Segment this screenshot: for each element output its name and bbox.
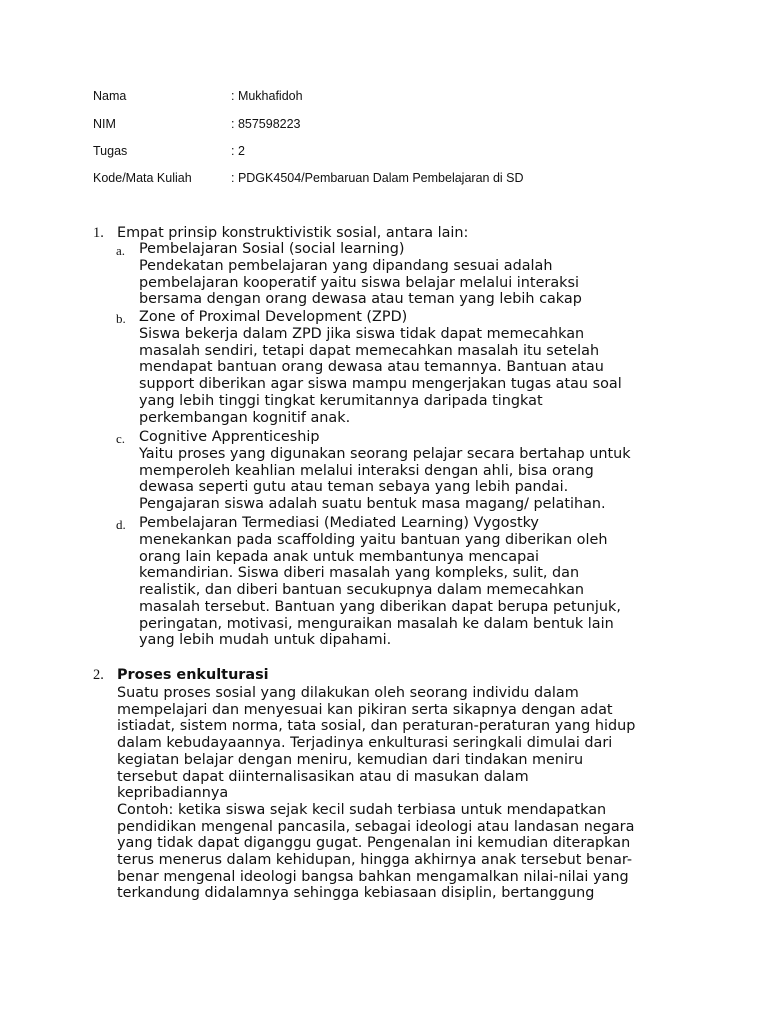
- section-number: 2.: [93, 667, 104, 683]
- text-line: yang tidak dapat diganggu gugat. Pengenalan ini kemudian diterapkan: [117, 835, 631, 852]
- text-line: kepribadiannya: [117, 785, 229, 802]
- item-letter: a.: [116, 243, 126, 258]
- item-title: Cognitive Apprenticeship: [139, 429, 320, 445]
- item-title: Zone of Proximal Development (ZPD): [139, 309, 408, 325]
- header-value: : 857598223: [231, 117, 301, 131]
- text-line: bersama dengan orang dewasa atau teman yang lebih cakap: [139, 291, 582, 308]
- text-line: Suatu proses sosial yang dilakukan oleh seorang individu dalam: [117, 685, 579, 701]
- text-line: mendapat bantuan orang dewasa atau temannya. Bantuan atau: [139, 359, 604, 376]
- text-line: terkandung didalamnya sehingga kebiasaan disiplin, bertanggung: [117, 885, 595, 902]
- item-body-c: [139, 446, 631, 513]
- text-line: yang lebih tinggi tingkat kerumitannya daripada tingkat: [139, 392, 543, 409]
- header-label: Kode/Mata Kuliah: [93, 171, 192, 185]
- text-line: terus menerus dalam kehidupan, hingga akhirnya anak tersebut benar-: [117, 852, 633, 869]
- text-line: Yaitu proses yang digunakan seorang pelajar secara bertahap untuk: [139, 446, 631, 462]
- text-line: peringatan, motivasi, menguraikan masalah ke dalam bentuk lain: [139, 615, 614, 632]
- text-line: mempelajari dan menyesuai kan pikiran serta sikapnya dengan adat: [117, 701, 613, 718]
- section-title: Proses enkulturasi: [117, 667, 269, 683]
- text-line: pembelajaran kooperatif yaitu siswa belajar melalui interaksi: [139, 274, 579, 291]
- header-value: : PDGK4504/Pembaruan Dalam Pembelajaran di SD: [231, 171, 524, 185]
- text-line: Contoh: ketika siswa sejak kecil sudah terbiasa untuk mendapatkan: [117, 801, 607, 818]
- item-body-b: [139, 326, 622, 426]
- text-line: support diberikan agar siswa mampu mengerjakan tugas atau soal: [139, 376, 622, 393]
- text-line: masalah tersebut. Bantuan yang diberikan dapat berupa petunjuk,: [139, 598, 621, 615]
- text-line: Pengajaran siswa adalah suatu bentuk masa magang/ pelatihan.: [139, 496, 606, 513]
- text-line: benar mengenal ideologi bangsa bahkan mengamalkan nilai-nilai yang: [117, 868, 629, 885]
- item-letter: d.: [116, 517, 126, 532]
- text-line: perkembangan kognitif anak.: [139, 409, 351, 426]
- item-letter: b.: [116, 311, 126, 326]
- item-title: Pembelajaran Sosial (social learning): [139, 241, 405, 257]
- item-letter: c.: [116, 431, 126, 446]
- text-line: kegiatan belajar dengan meniru, kemudian dari tindakan meniru: [117, 751, 584, 768]
- text-line: Pendekatan pembelajaran yang dipandang sesuai adalah: [139, 258, 553, 274]
- section-number: 1.: [93, 225, 104, 241]
- item-title: Pembelajaran Termediasi (Mediated Learning) Vygostky: [139, 515, 539, 531]
- section-title: Empat prinsip konstruktivistik sosial, antara lain:: [117, 225, 469, 241]
- item-body-d: [139, 532, 621, 649]
- text-line: realistik, dan diberi bantuan secukupnya dalam memecahkan: [139, 582, 585, 599]
- text-line: memperoleh keahlian melalui interaksi dengan ahli, bisa orang: [139, 462, 594, 479]
- header-label: Nama: [93, 89, 127, 103]
- text-line: dalam kebudayaannya. Terjadinya enkulturasi seringkali dimulai dari: [117, 735, 613, 752]
- text-line: kemandirian. Siswa diberi masalah yang kompleks, sulit, dan: [139, 565, 580, 582]
- text-line: dewasa seperti gutu atau teman sebaya yang lebih pandai.: [139, 479, 569, 496]
- text-line: istiadat, sistem norma, tata sosial, dan peraturan-peraturan yang hidup: [117, 718, 636, 735]
- text-line: orang lain kepada anak untuk membantunya mencapai: [139, 548, 540, 565]
- header-label: Tugas: [93, 144, 128, 158]
- header-value: : Mukhafidoh: [231, 89, 303, 103]
- section-body: [117, 685, 635, 902]
- text-line: masalah sendiri, tetapi dapat memecahkan masalah itu setelah: [139, 342, 600, 359]
- item-body-a: [139, 258, 582, 308]
- text-line: menekankan pada scaffolding yaitu bantuan yang diberikan oleh: [139, 532, 608, 548]
- header-value: : 2: [231, 144, 245, 158]
- text-line: pendidikan mengenal pancasila, sebagai ideologi atau landasan negara: [117, 818, 635, 835]
- text-line: tersebut dapat diinternalisasikan atau di masukan dalam: [117, 768, 529, 785]
- text-line: yang lebih mudah untuk dipahami.: [139, 632, 392, 649]
- text-line: Siswa bekerja dalam ZPD jika siswa tidak dapat memecahkan: [139, 326, 585, 342]
- header-label: NIM: [93, 117, 116, 131]
